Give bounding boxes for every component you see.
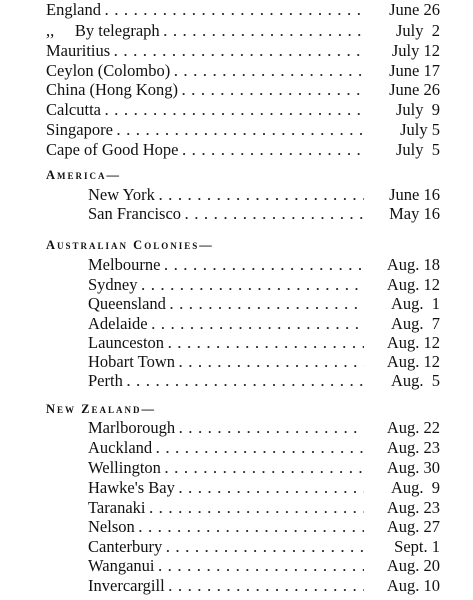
leader-dots — [149, 500, 364, 518]
list-item-melbourne — [88, 256, 440, 274]
place-name: ,, By telegraph — [46, 21, 160, 40]
mail-date: Aug. 18 — [386, 255, 440, 274]
list-item-england — [46, 1, 440, 19]
leader-dots — [179, 420, 364, 438]
mail-date: Aug. 12 — [386, 352, 440, 371]
leader-dots — [168, 335, 364, 353]
mail-date: Aug. 12 — [386, 333, 440, 352]
mail-date: Aug. 12 — [386, 275, 440, 294]
list-item-by-telegraph — [46, 22, 440, 40]
list-item-launceston — [88, 334, 440, 352]
list-item-marlborough — [88, 419, 440, 437]
leader-dots — [164, 257, 364, 275]
mail-date: Aug. 5 — [390, 371, 440, 390]
mail-date: June 26 — [389, 0, 440, 19]
place-name: Hobart Town — [88, 352, 175, 371]
list-item-san-francisco — [88, 205, 440, 223]
leader-dots — [182, 82, 364, 100]
mail-date: Aug. 23 — [386, 498, 440, 517]
list-item-china — [46, 81, 440, 99]
list-item-wanganui — [88, 557, 440, 575]
place-name: Taranaki — [88, 498, 146, 517]
leader-dots — [105, 2, 364, 20]
mail-date: June 17 — [389, 61, 440, 80]
place-name: Queensland — [88, 294, 166, 313]
place-name: Mauritius — [46, 41, 111, 60]
list-item-auckland — [88, 439, 440, 457]
place-name: Adelaide — [88, 314, 148, 333]
mail-date: Aug. 7 — [390, 314, 440, 333]
mail-date: Aug. 1 — [390, 294, 440, 313]
list-item-adelaide — [88, 315, 440, 333]
leader-dots — [179, 354, 364, 372]
section-heading-new-zealand: New Zealand— — [46, 402, 156, 416]
leader-dots — [185, 206, 364, 224]
place-name: Singapore — [46, 120, 113, 139]
leader-dots — [139, 519, 364, 537]
list-item-invercargill — [88, 577, 440, 595]
mail-date: Aug. 20 — [386, 556, 440, 575]
list-item-nelson — [88, 518, 440, 536]
mail-date: Sept. 1 — [394, 537, 440, 556]
place-name: Sydney — [88, 275, 138, 294]
mail-date: Aug. 30 — [386, 458, 440, 477]
leader-dots — [182, 142, 364, 160]
place-name: Melbourne — [88, 255, 161, 274]
list-item-singapore — [46, 121, 440, 139]
place-name: Wanganui — [88, 556, 155, 575]
place-name: Wellington — [88, 458, 161, 477]
leader-dots — [142, 277, 365, 295]
leader-dots — [159, 187, 364, 205]
list-item-mauritius — [46, 42, 440, 60]
leader-dots — [156, 440, 364, 458]
list-item-hobart-town — [88, 353, 440, 371]
list-item-new-york — [88, 186, 440, 204]
place-name: Calcutta — [46, 100, 101, 119]
place-name: New York — [88, 185, 155, 204]
leader-dots — [164, 23, 364, 41]
leader-dots — [166, 539, 364, 557]
place-name: Invercargill — [88, 576, 165, 595]
place-name: San Francisco — [88, 204, 182, 223]
leader-dots — [158, 558, 364, 576]
section-heading-america: America— — [46, 168, 122, 182]
mail-date: Aug. 10 — [386, 576, 440, 595]
list-item-perth — [88, 372, 440, 390]
place-name: Perth — [88, 371, 123, 390]
place-name: Canterbury — [88, 537, 163, 556]
mail-date: Aug. 27 — [386, 517, 440, 536]
mail-date: Aug. 22 — [386, 418, 440, 437]
mail-date: Aug. 9 — [390, 478, 440, 497]
place-name: Ceylon (Colombo) — [46, 61, 171, 80]
list-item-sydney — [88, 276, 440, 294]
list-item-hawkes-bay — [88, 479, 440, 497]
list-item-canterbury — [88, 538, 440, 556]
leader-dots — [152, 316, 364, 334]
leader-dots — [165, 460, 364, 478]
mail-date: May 16 — [389, 204, 440, 223]
mail-date: July 5 — [395, 140, 440, 159]
list-item-queensland — [88, 295, 440, 313]
leader-dots — [169, 578, 364, 596]
leader-dots — [174, 63, 364, 81]
mail-date: July 2 — [395, 21, 440, 40]
leader-dots — [170, 296, 364, 314]
list-item-wellington — [88, 459, 440, 477]
section-heading-australian-colonies: Australian Colonies— — [46, 238, 214, 252]
leader-dots — [179, 480, 364, 498]
leader-dots — [105, 102, 364, 120]
place-name: Hawke's Bay — [88, 478, 175, 497]
leader-dots — [117, 122, 364, 140]
place-name: Cape of Good Hope — [46, 140, 179, 159]
mail-date: July 5 — [400, 120, 440, 139]
mail-date: June 26 — [389, 80, 440, 99]
list-item-calcutta — [46, 101, 440, 119]
place-name: China (Hong Kong) — [46, 80, 178, 99]
place-name: Launceston — [88, 333, 165, 352]
place-name: Nelson — [88, 517, 135, 536]
mail-date: July 12 — [391, 41, 440, 60]
list-item-taranaki — [88, 499, 440, 517]
list-item-ceylon — [46, 62, 440, 80]
mail-date: Aug. 23 — [386, 438, 440, 457]
place-name: Auckland — [88, 438, 153, 457]
mail-date: June 16 — [389, 185, 440, 204]
place-name: Marlborough — [88, 418, 176, 437]
leader-dots — [127, 373, 364, 391]
mail-date: July 9 — [395, 100, 440, 119]
leader-dots — [114, 43, 364, 61]
list-item-cape-of-good-hope — [46, 141, 440, 159]
place-name: England — [46, 0, 101, 19]
